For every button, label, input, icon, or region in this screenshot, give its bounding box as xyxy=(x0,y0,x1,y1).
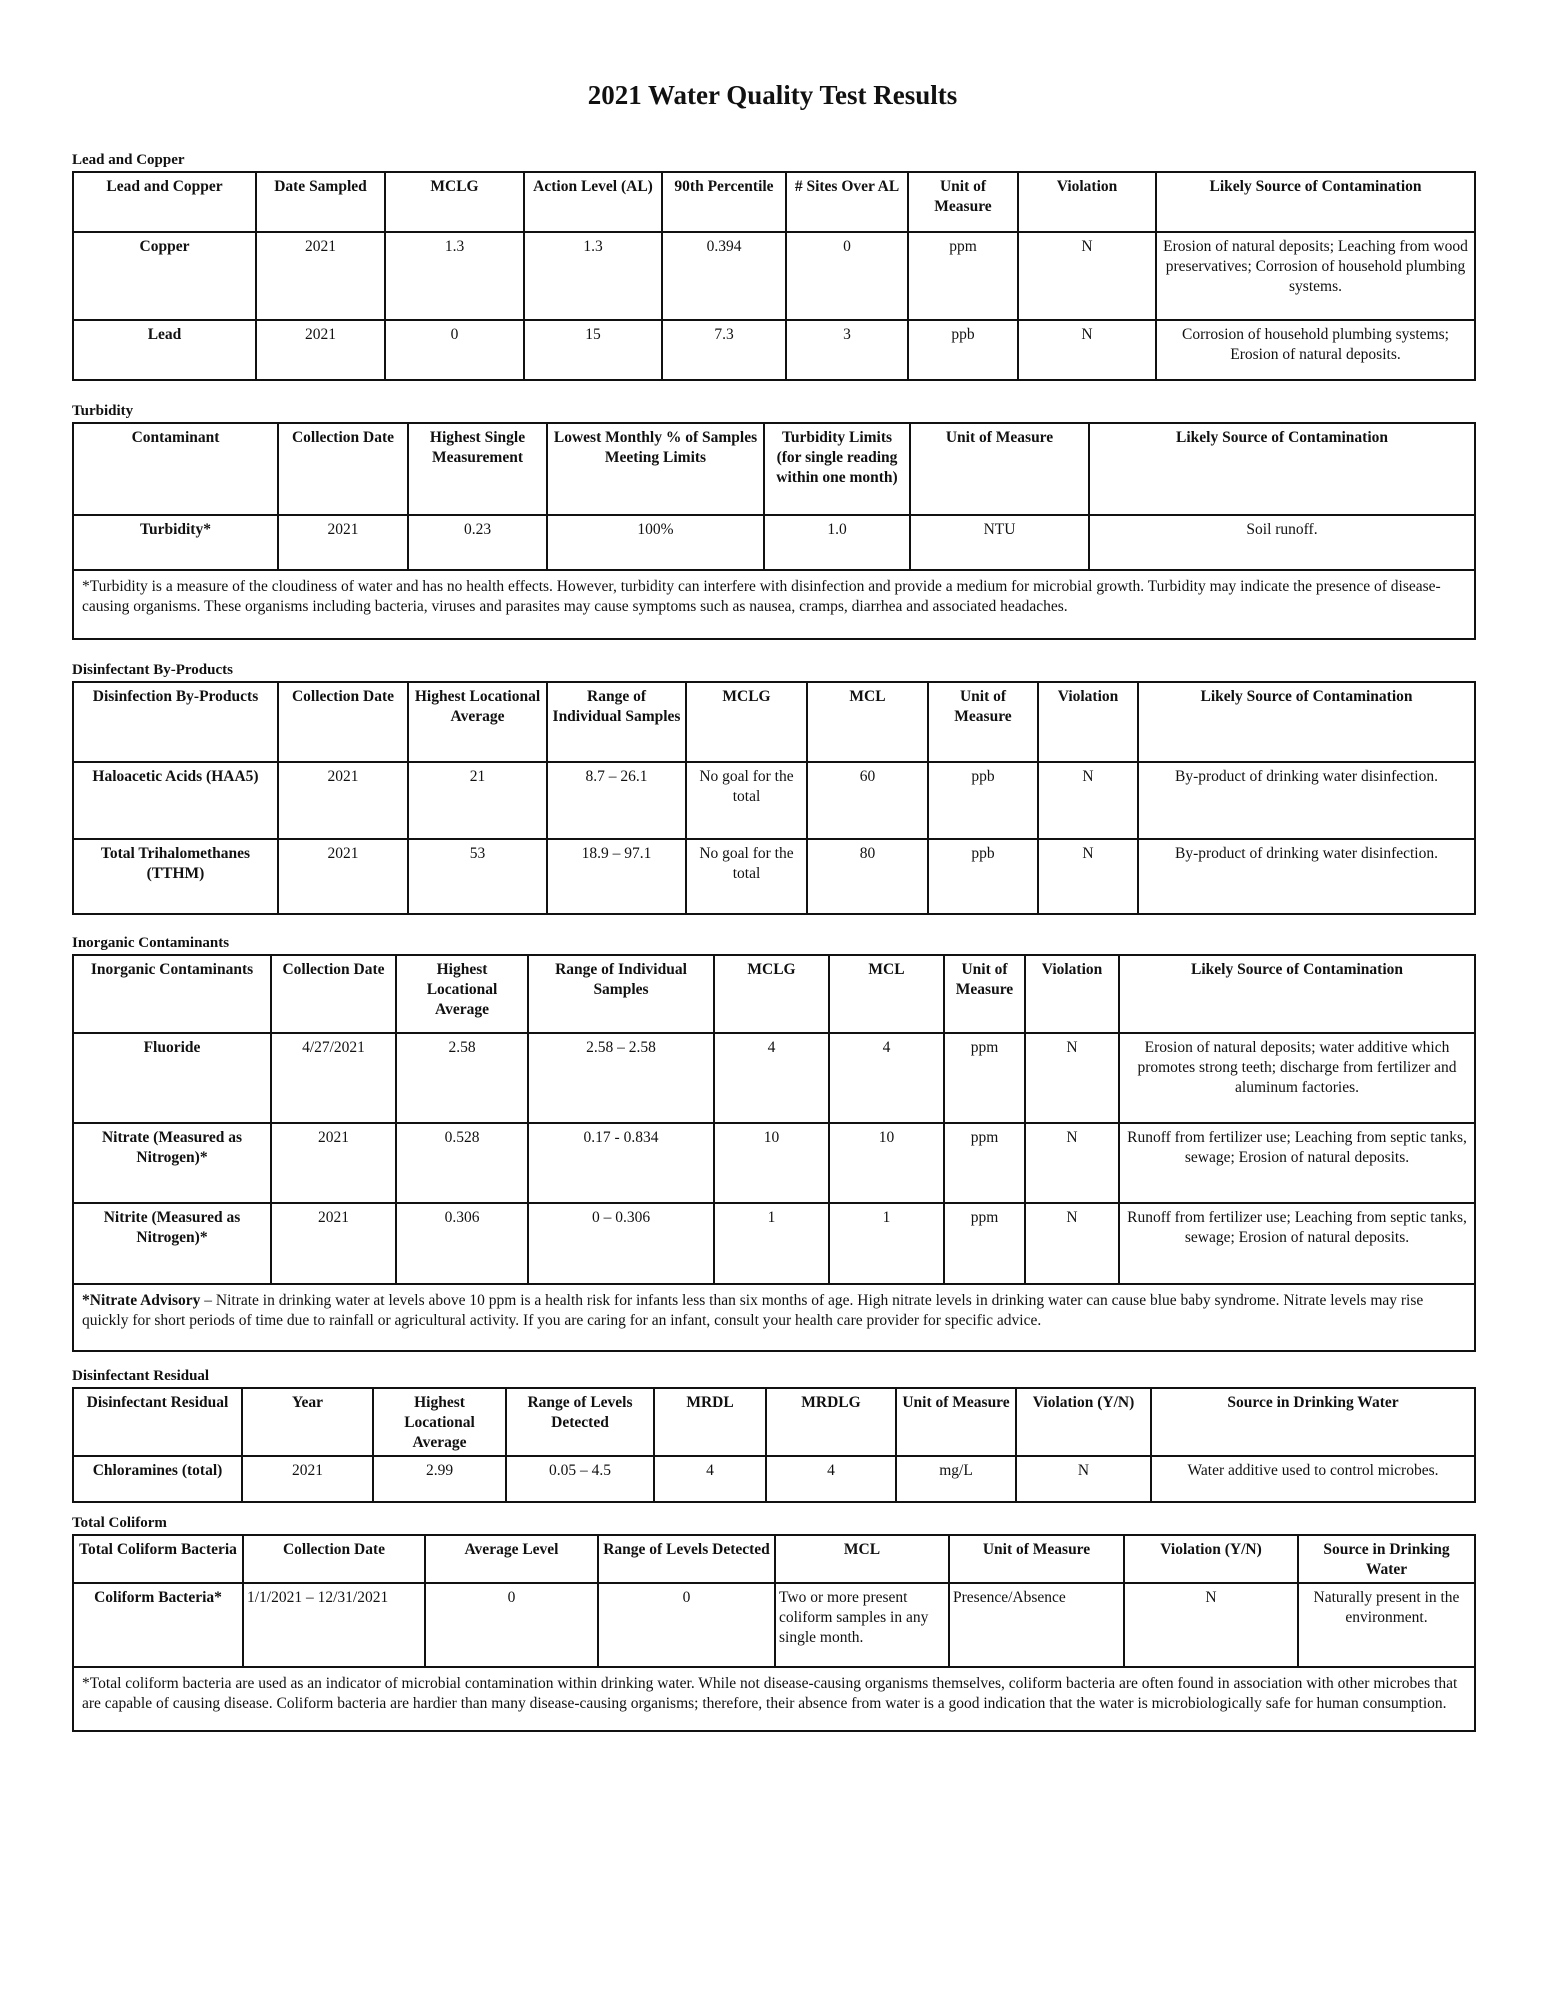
table-cell: By-product of drinking water disinfection. xyxy=(1138,762,1475,839)
table-row xyxy=(73,320,1475,380)
table-cell: ppb xyxy=(928,839,1038,914)
column-header: # Sites Over AL xyxy=(786,172,908,232)
table-cell: Runoff from fertilizer use; Leaching from septic tanks, sewage; Erosion of natural deposits. xyxy=(1119,1123,1475,1203)
column-header: MRDLG xyxy=(766,1388,896,1456)
table-cell: Water additive used to control microbes. xyxy=(1151,1456,1475,1502)
table-cell: 0.306 xyxy=(396,1203,528,1284)
table-cell: 10 xyxy=(714,1123,829,1203)
column-header: Date Sampled xyxy=(256,172,385,232)
column-header: Likely Source of Contamination xyxy=(1119,955,1475,1033)
column-header: Range of Individual Samples xyxy=(547,682,686,762)
table-header-row xyxy=(73,682,1475,762)
table-cell: 2021 xyxy=(242,1456,373,1502)
column-header: Unit of Measure xyxy=(949,1535,1124,1583)
section-label-inorganic: Inorganic Contaminants xyxy=(72,935,230,951)
table-row xyxy=(73,232,1475,320)
table-cell: 21 xyxy=(408,762,547,839)
table-note-row xyxy=(73,570,1475,639)
table-cell: No goal for the total xyxy=(686,839,807,914)
table-cell: 4/27/2021 xyxy=(271,1033,396,1123)
table-cell: 4 xyxy=(714,1033,829,1123)
table-cell: Erosion of natural deposits; Leaching from wood preservatives; Corrosion of household plumbing systems. xyxy=(1156,232,1475,320)
table-cell: 1.0 xyxy=(764,515,910,570)
column-header: Collection Date xyxy=(278,682,408,762)
section-label-lead-copper: Lead and Copper xyxy=(72,152,185,168)
table-cell: Copper xyxy=(73,232,256,320)
column-header: Highest Locational Average xyxy=(396,955,528,1033)
table-cell: 0 xyxy=(425,1583,598,1667)
column-header: Turbidity Limits (for single reading within one month) xyxy=(764,423,910,515)
column-header: Highest Single Measurement xyxy=(408,423,547,515)
column-header: Unit of Measure xyxy=(908,172,1018,232)
column-header: Highest Locational Average xyxy=(408,682,547,762)
column-header: Collection Date xyxy=(271,955,396,1033)
table-cell: Coliform Bacteria* xyxy=(73,1583,243,1667)
table-note-row xyxy=(73,1284,1475,1351)
table-cell: 2.99 xyxy=(373,1456,506,1502)
table-cell: Corrosion of household plumbing systems; Erosion of natural deposits. xyxy=(1156,320,1475,380)
table-cell: NTU xyxy=(910,515,1089,570)
table-cell: N xyxy=(1038,762,1138,839)
table-cell: 2021 xyxy=(271,1203,396,1284)
column-header: Disinfection By-Products xyxy=(73,682,278,762)
table-cell: Fluoride xyxy=(73,1033,271,1123)
table-cell: Presence/Absence xyxy=(949,1583,1124,1667)
column-header: Disinfectant Residual xyxy=(73,1388,242,1456)
table-cell: N xyxy=(1124,1583,1298,1667)
table-cell: Erosion of natural deposits; water additive which promotes strong teeth; discharge from fertilizer and aluminum factories. xyxy=(1119,1033,1475,1123)
column-header: Violation (Y/N) xyxy=(1124,1535,1298,1583)
turbidity-table xyxy=(72,422,1476,640)
table-cell: mg/L xyxy=(896,1456,1016,1502)
table-cell: 2021 xyxy=(278,762,408,839)
table-cell: Soil runoff. xyxy=(1089,515,1475,570)
column-header: Collection Date xyxy=(243,1535,425,1583)
table-row xyxy=(73,515,1475,570)
table-cell: ppm xyxy=(944,1203,1025,1284)
column-header: Likely Source of Contamination xyxy=(1156,172,1475,232)
column-header: MCL xyxy=(775,1535,949,1583)
table-note-row xyxy=(73,1667,1475,1731)
column-header: Average Level xyxy=(425,1535,598,1583)
column-header: Unit of Measure xyxy=(896,1388,1016,1456)
table-row xyxy=(73,762,1475,839)
table-row xyxy=(73,1203,1475,1284)
column-header: MRDL xyxy=(654,1388,766,1456)
coliform-table xyxy=(72,1534,1476,1732)
column-header: Year xyxy=(242,1388,373,1456)
column-header: MCLG xyxy=(714,955,829,1033)
column-header: MCL xyxy=(829,955,944,1033)
table-cell: 1 xyxy=(714,1203,829,1284)
table-header-row xyxy=(73,1388,1475,1456)
section-label-turbidity: Turbidity xyxy=(72,403,134,419)
table-cell: Haloacetic Acids (HAA5) xyxy=(73,762,278,839)
column-header: Total Coliform Bacteria xyxy=(73,1535,243,1583)
column-header: Source in Drinking Water xyxy=(1151,1388,1475,1456)
column-header: Lead and Copper xyxy=(73,172,256,232)
table-cell: 0 xyxy=(385,320,524,380)
table-cell: 2.58 xyxy=(396,1033,528,1123)
table-cell: 0.23 xyxy=(408,515,547,570)
column-header: Lowest Monthly % of Samples Meeting Limits xyxy=(547,423,764,515)
column-header: Likely Source of Contamination xyxy=(1138,682,1475,762)
table-cell: N xyxy=(1018,232,1156,320)
table-cell: 1 xyxy=(829,1203,944,1284)
table-cell: 2021 xyxy=(278,515,408,570)
section-label-dbp: Disinfectant By-Products xyxy=(72,662,233,678)
table-header-row xyxy=(73,955,1475,1033)
table-cell: 2021 xyxy=(256,232,385,320)
column-header: Range of Individual Samples xyxy=(528,955,714,1033)
column-header: Range of Levels Detected xyxy=(506,1388,654,1456)
table-cell: 2021 xyxy=(256,320,385,380)
table-cell: 100% xyxy=(547,515,764,570)
table-cell: 10 xyxy=(829,1123,944,1203)
table-cell: Runoff from fertilizer use; Leaching from septic tanks, sewage; Erosion of natural deposits. xyxy=(1119,1203,1475,1284)
table-header-row xyxy=(73,1535,1475,1583)
table-cell: 3 xyxy=(786,320,908,380)
table-cell: 4 xyxy=(829,1033,944,1123)
table-cell: 1/1/2021 – 12/31/2021 xyxy=(243,1583,425,1667)
table-cell: Chloramines (total) xyxy=(73,1456,242,1502)
nitrate-advisory-note xyxy=(73,1284,1475,1351)
dbp-table xyxy=(72,681,1476,915)
table-cell: N xyxy=(1016,1456,1151,1502)
table-cell: Total Trihalomethanes (TTHM) xyxy=(73,839,278,914)
nitrate-advisory-title: *Nitrate Advisory xyxy=(82,1292,201,1309)
table-row xyxy=(73,839,1475,914)
table-cell: 18.9 – 97.1 xyxy=(547,839,686,914)
table-header-row xyxy=(73,423,1475,515)
table-cell: ppb xyxy=(908,320,1018,380)
table-cell: 8.7 – 26.1 xyxy=(547,762,686,839)
table-cell: 53 xyxy=(408,839,547,914)
table-cell: N xyxy=(1038,839,1138,914)
column-header: Range of Levels Detected xyxy=(598,1535,775,1583)
table-cell: Lead xyxy=(73,320,256,380)
column-header: Unit of Measure xyxy=(944,955,1025,1033)
table-cell: Naturally present in the environment. xyxy=(1298,1583,1475,1667)
residual-table xyxy=(72,1387,1476,1503)
table-cell: 2021 xyxy=(278,839,408,914)
table-row xyxy=(73,1583,1475,1667)
table-cell: 0 xyxy=(786,232,908,320)
table-cell: 4 xyxy=(654,1456,766,1502)
section-label-residual: Disinfectant Residual xyxy=(72,1368,210,1384)
table-cell: ppm xyxy=(944,1123,1025,1203)
column-header: MCLG xyxy=(686,682,807,762)
table-cell: N xyxy=(1025,1033,1119,1123)
column-header: Inorganic Contaminants xyxy=(73,955,271,1033)
nitrate-advisory-text: – Nitrate in drinking water at levels above 10 ppm is a health risk for infants less than six months of age. High nitrate levels in drinking water can cause blue baby syndrome. Nitrate levels may rise quickly for short periods of time due to rainfall or agricultural activity. If you are caring for an infant, consult your health care provider for specific advice. xyxy=(82,1292,1424,1329)
lead-copper-table xyxy=(72,171,1476,381)
table-cell: Turbidity* xyxy=(73,515,278,570)
table-row xyxy=(73,1456,1475,1502)
table-row xyxy=(73,1123,1475,1203)
table-header-row xyxy=(73,172,1475,232)
table-cell: 0 xyxy=(598,1583,775,1667)
column-header: MCL xyxy=(807,682,928,762)
table-cell: 4 xyxy=(766,1456,896,1502)
table-cell: 15 xyxy=(524,320,662,380)
table-cell: N xyxy=(1025,1123,1119,1203)
coliform-note: *Total coliform bacteria are used as an indicator of microbial contamination within drinking water. While not disease-causing organisms themselves, coliform bacteria are often found in association with other microbes that are capable of causing disease. Coliform bacteria are hardier than many disease-causing organisms; therefore, their absence from water is a good indication that the water is microbiologically safe for human consumption. xyxy=(73,1667,1475,1731)
table-cell: 0.05 – 4.5 xyxy=(506,1456,654,1502)
column-header: 90th Percentile xyxy=(662,172,786,232)
column-header: Violation xyxy=(1018,172,1156,232)
table-cell: 1.3 xyxy=(385,232,524,320)
table-cell: 0.17 - 0.834 xyxy=(528,1123,714,1203)
page-title: 2021 Water Quality Test Results xyxy=(587,80,958,110)
column-header: Violation xyxy=(1025,955,1119,1033)
table-cell: ppb xyxy=(928,762,1038,839)
column-header: Unit of Measure xyxy=(928,682,1038,762)
table-cell: 0.394 xyxy=(662,232,786,320)
table-cell: 7.3 xyxy=(662,320,786,380)
table-cell: ppm xyxy=(908,232,1018,320)
table-cell: N xyxy=(1018,320,1156,380)
table-cell: 1.3 xyxy=(524,232,662,320)
table-cell: Two or more present coliform samples in any single month. xyxy=(775,1583,949,1667)
table-cell: 60 xyxy=(807,762,928,839)
column-header: Violation xyxy=(1038,682,1138,762)
column-header: Highest Locational Average xyxy=(373,1388,506,1456)
table-row xyxy=(73,1033,1475,1123)
column-header: MCLG xyxy=(385,172,524,232)
table-cell: 2.58 – 2.58 xyxy=(528,1033,714,1123)
column-header: Source in Drinking Water xyxy=(1298,1535,1475,1583)
inorganic-table xyxy=(72,954,1476,1352)
table-cell: Nitrate (Measured as Nitrogen)* xyxy=(73,1123,271,1203)
turbidity-note: *Turbidity is a measure of the cloudiness of water and has no health effects. However, turbidity can interfere with disinfection and provide a medium for microbial growth. Turbidity may indicate the presence of disease-causing organisms. These organisms including bacteria, viruses and parasites may cause symptoms such as nausea, cramps, diarrhea and associated headaches. xyxy=(73,570,1475,639)
table-cell: 0.528 xyxy=(396,1123,528,1203)
column-header: Action Level (AL) xyxy=(524,172,662,232)
table-cell: 2021 xyxy=(271,1123,396,1203)
table-cell: Nitrite (Measured as Nitrogen)* xyxy=(73,1203,271,1284)
table-cell: N xyxy=(1025,1203,1119,1284)
column-header: Unit of Measure xyxy=(910,423,1089,515)
table-cell: 80 xyxy=(807,839,928,914)
table-cell: No goal for the total xyxy=(686,762,807,839)
column-header: Contaminant xyxy=(73,423,278,515)
table-cell: ppm xyxy=(944,1033,1025,1123)
section-label-coliform: Total Coliform xyxy=(72,1515,167,1531)
column-header: Likely Source of Contamination xyxy=(1089,423,1475,515)
table-cell: By-product of drinking water disinfection. xyxy=(1138,839,1475,914)
table-cell: 0 – 0.306 xyxy=(528,1203,714,1284)
column-header: Collection Date xyxy=(278,423,408,515)
column-header: Violation (Y/N) xyxy=(1016,1388,1151,1456)
